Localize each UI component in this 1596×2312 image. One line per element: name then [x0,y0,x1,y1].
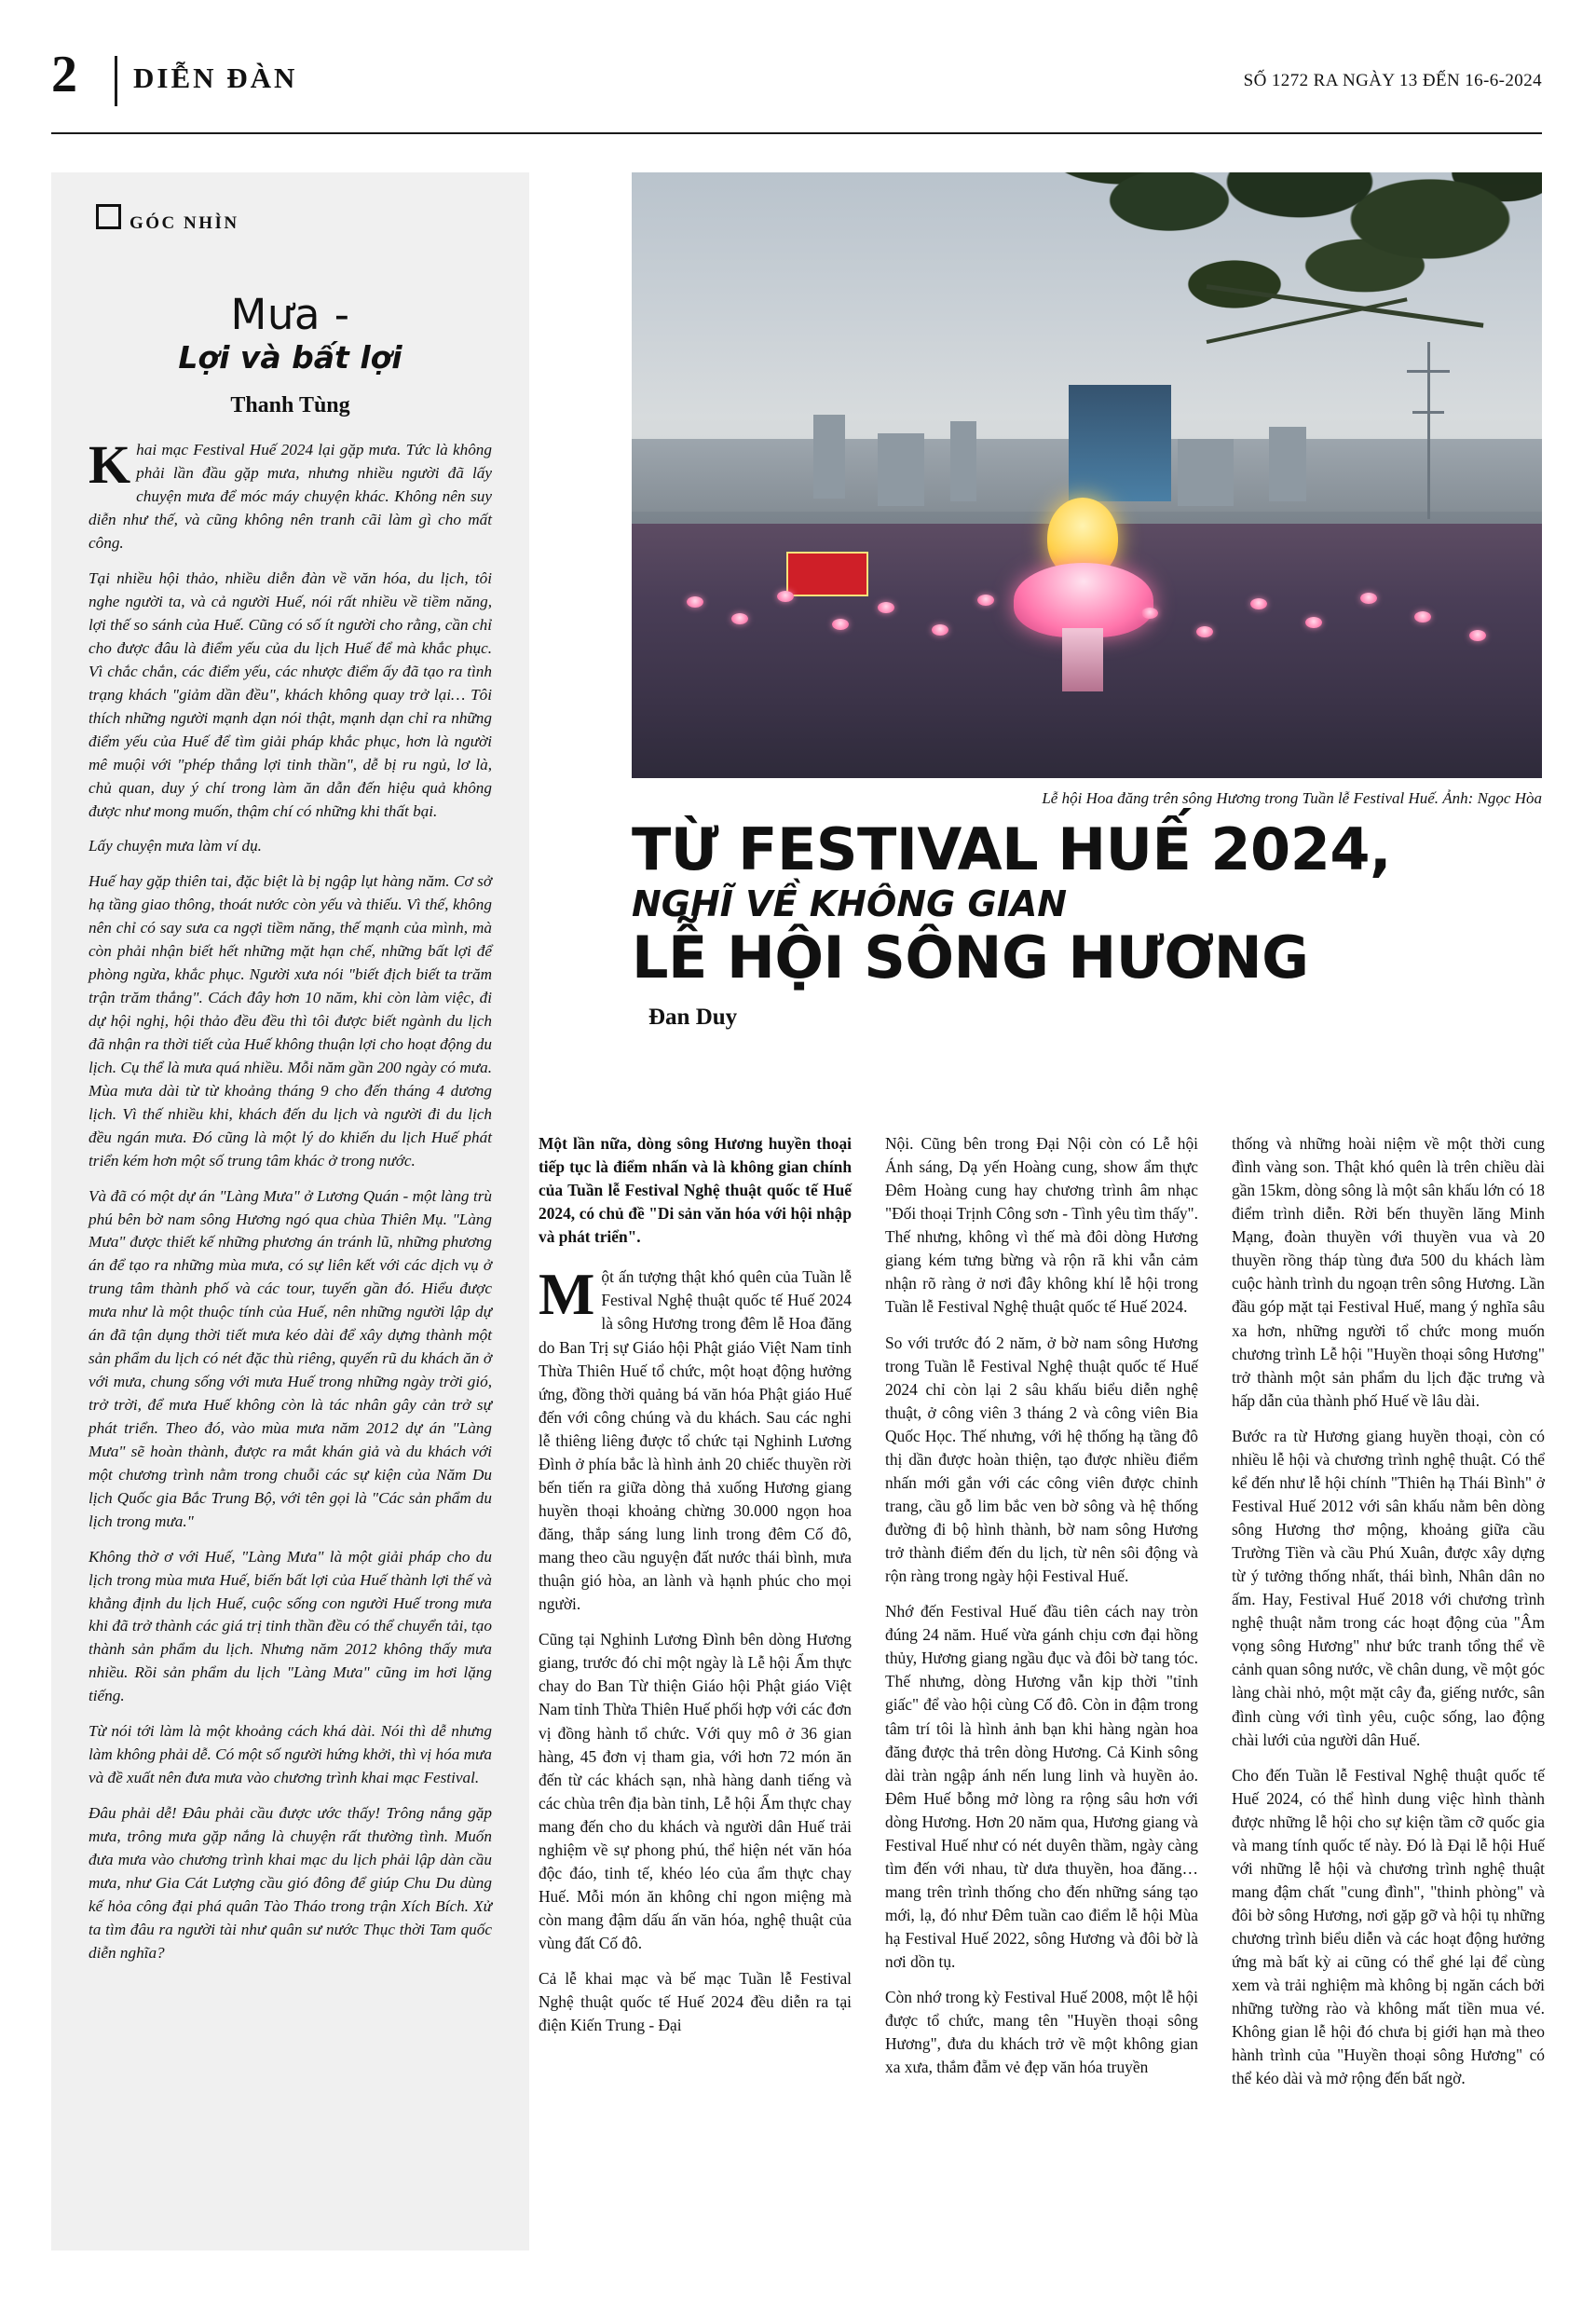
opinion-title: Mưa - [230,290,350,339]
article-body-columns [539,1132,1545,2255]
article-headline-block [632,815,1542,1031]
photo-floating-lantern [977,595,994,606]
goc-nhin-kicker [89,204,492,260]
opinion-paragraph: Từ nói tới làm là một khoảng cách khá dài. Nói thì dễ nhưng làm không phải dễ. Có một số người hứng khởi, thì vị hóa mưa và đề xuất nên đưa mưa vào chương trình khai mạc Festival. [89,1722,492,1787]
photo-floating-lantern [1196,626,1213,637]
article-paragraph: Cả lễ khai mạc và bế mạc Tuần lễ Festival Nghệ thuật quốc tế Huế 2024 đều diễn ra tại điện Kiến Trung - Đại [539,1969,852,2035]
photo-floating-lantern [1305,617,1322,628]
article-photo-figure [632,172,1542,807]
opinion-subtitle: Lợi và bất lợi [178,338,402,376]
article-paragraph: Còn nhớ trong kỳ Festival Huế 2008, một lễ hội được tổ chức, mang tên "Huyền thoại sông Hương", đưa du khách trở về một không gian xa xưa, thắm đẵm vẻ đẹp văn hóa truyền [885,1988,1198,2077]
article-paragraph-text: ột ấn tượng thật khó quên của Tuần lễ Festival Nghệ thuật quốc tế Huế 2024 là sông Hương trong đêm lễ Hoa đăng do Ban Trị sự Giáo hội Phật giáo Việt Nam tỉnh Thừa Thiên Huế tổ chức, một hoạt động hưởng ứng, đồng thời quảng bá văn hóa Phật giáo Huế đến với công chúng và du khách. Sau các nghi lễ thiêng liêng được tổ chức tại Nghinh Lương Đình ở phía bắc là hình ảnh 20 chiếc thuyền rời bến tiến ra giữa dòng thả xuống Hương giang huyền thoại khoảng chừng 30.000 ngọn hoa đăng, thắp sáng lung linh trong đêm Cố đô, mang theo cầu nguyện đất nước thái bình, mưa thuận gió hòa, an lành và hạnh phúc cho mọi người. [539,1267,852,1614]
photo-floating-lantern [1360,593,1377,604]
opinion-paragraph: Đâu phải dễ! Đâu phải cầu được ước thấy! Trông nắng gặp mưa, trông mưa gặp nắng là chuyện rất thường tình. Muốn đưa mưa vào chương trình khai mạc du lịch phải lập dàn cầu mưa, như Gia Cát Lượng cầu gió đông để giúp Chu Du dùng kế hỏa công đại phá quân Tào Tháo trong trận Xích Bích. Xử ta tìm đâu ra người tài như quân sư nước Thục thời Tam quốc diễn nghĩa? [89,1804,492,1962]
article-paragraph: Cũng tại Nghinh Lương Đình bên dòng Hương giang, trước đó chỉ một ngày là Lễ hội Ẩm thực chay do Ban Từ thiện Giáo hội Phật giáo Việt Nam tỉnh Thừa Thiên Huế phối hợp với các đơn vị đồng hành tổ chức. Với quy mô ở 36 gian hàng, 45 đơn vị tham gia, với hơn 72 món ăn đến từ các khách sạn, nhà hàng danh tiếng và các chùa trên địa bàn tỉnh, Lễ hội Ẩm thực chay mang đến cho du khách và người dân Huế trải nghiệm về sự phong phú, thể hiện nét văn hóa độc đáo, tinh tế, khéo léo của ẩm thực chay Huế. Mỗi món ăn không chỉ ngon miệng mà còn mang đậm dấu ấn văn hóa, nghệ thuật của vùng đất Cố đô. [539,1630,852,1953]
opinion-paragraph-text: hai mạc Festival Huế 2024 lại gặp mưa. Tức là không phải lần đầu gặp mưa, nhưng nhiều người đã lấy chuyện mưa để móc máy chuyện khác. Không nên suy diễn như thế, và cũng không nên tranh cãi làm gì cho mất công. [89,441,492,553]
article-paragraph: Nội. Cũng bên trong Đại Nội còn có Lễ hội Ánh sáng, Dạ yến Hoàng cung, show ẩm thực Đêm Hoàng cung hay chương trình âm nhạc "Đối thoại Trịnh Công sơn - Tình yêu tìm thấy". Thế nhưng, không vì thế mà đôi dòng Hương giang kém tưng bừng và rộn rã khi vẫn cảm nhận rõ ràng ở nơi đây không khí lễ hội trong Tuần lễ Festival Nghệ thuật quốc tế Huế 2024. [885,1134,1198,1317]
photo-floating-lantern [878,602,894,613]
photo-building [1269,427,1306,501]
photo-floating-lantern [932,624,948,636]
photo-floating-lantern [1469,630,1486,641]
opinion-column [51,172,529,2250]
article-paragraph: thống và những hoài niệm về một thời cung đình vàng son. Thật khó quên là trên chiều dài gần 15km, dòng sông là một sân khấu lớn có 18 điểm trình diễn. Rời bến thuyền lăng Minh Mạng, đoàn thuyền với thuyền vua và 20 thuyền rồng tháp tùng đưa 500 du khách làm cuộc hành trình du ngoạn trên sông Hương. Lần đầu góp mặt tại Festival Huế, mang ý nghĩa sâu xa hơn, những người tổ chức mong muốn chương trình Lễ hội "Huyền thoại sông Hương" trở thành một sản phẩm du lịch đặc trưng và hấp dẫn của thành phố Huế về lâu dài. [1232,1134,1545,1410]
headline-line-2: NGHĨ VỀ KHÔNG GIAN [632,883,1068,925]
article-paragraph: So với trước đó 2 năm, ở bờ nam sông Hương trong Tuần lễ Festival Nghệ thuật quốc tế Huế 2024 chỉ còn lại 2 sâu khấu biểu diễn nghệ thuật, ở công viên 3 tháng 2 và công viên Bia Quốc Học. Thế nhưng, với hệ thống hạ tầng đô thị dần được hoàn thiện, tạo được nhiều điểm nhấn mới gắn với các công viên được chỉnh trang, cầu gỗ lim bắc ven bờ sông và hệ thống đường đi bộ hình thành, bờ nam sông Hương trở thành điểm đến du lịch, từ nên sôi động và rộn ràng trong ngày hội Festival Huế. [885,1333,1198,1586]
photo-floating-lantern [1141,608,1158,619]
opinion-paragraph [89,434,492,555]
masthead [51,46,1542,121]
article-lede: Một lần nữa, dòng sông Hương huyền thoại tiếp tục là điểm nhấn và là không gian chính của Tuần lễ Festival Nghệ thuật quốc tế Huế 2024, có chủ đề "Di sản văn hóa với hội nhập và phát triển". [539,1134,852,1247]
photo-floating-lantern [731,613,748,624]
article-paragraph: Bước ra từ Hương giang huyền thoại, còn có nhiều lễ hội và chương trình nghệ thuật. Có thể kể đến như lễ hội chính "Thiên hạ Thái Bình" ở Festival Huế 2012 với sân khấu nằm bên dòng sông Hương thơ mộng, khoảng giữa cầu Trường Tiền và cầu Phú Xuân, được xây dựng từ ý tưởng thống nhất, thái bình, Nhân dân no ấm. Hay, Festival Huế 2018 với chương trình nghệ thuật nằm trong các hoạt động của "Âm vọng sông Hương" như bức tranh tổng thể về cảnh quan sông nước, về chân dung, về một góc làng chài nhỏ, một mặt cây đa, giếng nước, sân đình cùng với tình yêu, cuộc sống, lao động chài lưới của người dân Huế. [1232,1426,1545,1749]
opinion-paragraph: Và đã có một dự án "Làng Mưa" ở Lương Quán - một làng trù phú bên bờ nam sông Hương ngó qua chùa Thiên Mụ. "Làng Mưa" được thiết kế những phương án tránh lũ, những phương án để tạo ra những mùa mưa, có sự liên kết với các dịch vụ ở trung tâm thành phố và các tour, tuyến gần đó. Hiểu được mưa như là một thuộc tính của Huế, nên những người lập dự án đã tận dụng thời tiết mưa kéo dài để xây dựng thành một sản phẩm du lịch có nét đặc thù riêng, quyến rũ du khách ăn ở với mưa, chung sống với mưa Huế trong những ngày trời gió, trở trời, để mưa Huế không còn là tác nhân gây cản trở sự phát triển. Theo đó, vào mùa mưa năm 2012 dự án "Làng Mưa" sẽ hoàn thành, được ra mắt khán giả và du khách với một chương trình nằm trong chuỗi các sự kiện của Năm Du lịch Quốc gia Bắc Trung Bộ, với tên gọi là "Các sản phẩm du lịch trong mưa." [89,1186,492,1530]
opinion-paragraph: Không thờ ơ với Huế, "Làng Mưa" là một giải pháp cho du lịch trong mùa mưa Huế, biến bất lợi của Huế thành lợi thế và khẳng định du lịch Huế, cuộc sống con người Huế trong mưa khi đã trở thành các giá trị tinh thần đều có thể chuyển tải, tạo thành sản phẩm du lịch. Nhưng năm 2012 không thấy mưa nhiều. Rồi sản phẩm du lịch "Làng Mưa" cũng im hơi lặng tiếng. [89,1547,492,1705]
issue-info: SỐ 1272 RA NGÀY 13 ĐẾN 16-6-2024 [1243,71,1542,90]
photo-floating-lantern [777,591,794,602]
photo-building [1178,439,1234,506]
opinion-paragraph: Huế hay gặp thiên tai, đặc biệt là bị ngập lụt hàng năm. Cơ sở hạ tầng giao thông, thoát nước còn yếu và thiếu. Vì thế, không nên chỉ có say sưa ca ngợi tiềm năng, thế mạnh của mình, mà còn phải nhận biết hết những mặt hạn chế, những bất lợi để phòng ngừa, khắc phục. Người xưa nói "biết địch biết ta trăm trận trăm thắng". Cách đây hơn 10 năm, khi còn làm việc, đi dự hội nghị, hội thảo đều đều thì tôi được biết ngành du lịch đã nhận ra thời tiết của Huế không thuận lợi cho hoạt động du lịch. Cụ thể là mưa quá nhiều. Mỗi năm gần 200 ngày có mưa. Mùa mưa dài từ từ khoảng tháng 9 cho đến tháng 4 dương lịch. Vì thế nhiều khi, khách đến du lịch và người đi du lịch đều ngán mưa. Đó cũng là một lý do khiến du lịch Huế phát triển kém hơn một số trung tâm khác ở trong nước. [89,872,492,1170]
photo-floating-lantern [687,596,703,608]
opinion-paragraph: Lấy chuyện mưa làm ví dụ. [89,837,262,855]
section-name: DIỄN ĐÀN [133,62,298,94]
photo-building [813,415,845,499]
article-paragraph: Cho đến Tuần lễ Festival Nghệ thuật quốc tế Huế 2024, có thể hình dung việc hình thành được những lễ hội cho sự kiện tầm cỡ quốc gia và mang tính quốc tế này. Đó là Đại lễ hội Huế với những lễ hội và chương trình nghệ thuật mang đậm chất "cung đình", "thinh phòng" và đôi bờ sông Hương, nơi gặp gỡ và hội tụ những chương trình biểu diễn và các hoạt động hưởng ứng mà bất kỳ ai cũng có thể ghé lại để cùng xem và trải nghiệm mà không bị ngăn cách bởi những tường rào và không mất tiền mua vé. Không gian lễ hội đó chưa bị giới hạn mà theo hành trình của "Huyền thoại sông Hương" có thể kéo dài và mở rộng đến bất ngờ. [1232,1765,1545,2088]
headline-line-3: LỄ HỘI SÔNG HƯƠNG [632,923,1309,992]
article-paragraph [539,1261,852,1616]
photo-floating-lantern [832,619,849,630]
photo-floating-lantern [1414,611,1431,622]
article-dropcap: M [539,1261,595,1328]
opinion-paragraph: Tại nhiều hội thảo, nhiều diễn đàn về văn hóa, du lịch, tôi nghe người ta, và cả người Huế, nói rất nhiều về tiềm năng, lợi thế so sánh của Huế. Cũng có số ít người cho rằng, cần chỉ cho được đâu là điểm yếu của du lịch Huế để mà khắc phục. Vì chắc chắn, các điểm yếu, các nhược điểm ấy đã tạo ra tình trạng khách "giảm dần đều", khách không quay trở lại… Tôi thích những người mạnh dạn nói thật, mạnh dạn chỉ ra những điểm yếu của Huế để tìm giải pháp khắc phục, hơn là người mê muội với "phép thắng lợi tinh thần", dễ bị ru ngủ, lơ là, chủ quan, duy ý chí trong làm ăn dẫn đến hiệu quả không được như mong muốn, thậm chí có những khi thất bại. [89,569,492,820]
photo-building [878,433,924,506]
masthead-divider [115,56,117,106]
article-column-3 [1232,1132,1545,2255]
photo-floating-lantern [1250,598,1267,609]
masthead-rule [51,132,1542,134]
square-outline-icon [96,204,121,229]
photo-building [950,421,976,501]
opinion-author: Thanh Tùng [230,393,350,418]
festival-photo [632,172,1542,778]
page-number: 2 [51,46,77,103]
article-byline: Đan Duy [648,1005,738,1031]
opinion-dropcap: K [89,434,131,496]
article-paragraph: Nhớ đến Festival Huế đầu tiên cách nay tròn đúng 24 năm. Huế vừa gánh chịu cơn đại hồng thủy, Hương giang ngầu đục và đôi bờ tang tóc. Thế nhưng, dòng Hương vẫn kịp thời "tỉnh giấc" để vào hội cùng Cố đô. Còn in đậm trong tâm trí tôi là hình ảnh bạn khi hàng ngàn hoa đăng được thả trên dòng Hương. Cả Kinh sông dài tràn ngập ánh nến lung linh và huyền ảo. Đêm Huế bỗng mở lòng ra rộng sâu hơn với dòng Hương. Hơn 20 năm qua, Hương giang và Festival Huế như có nét duyên thầm, ngày càng tìm đến với nhau, từ dưa thuyền, hoa đăng… mang trên trình thống cho đến những sáng tạo mới, lạ, đó như Đêm tuần cao điểm lễ hội Mùa hạ Festival Huế 2022, sông Hương và đôi bờ là nơi dồn tụ. [885,1602,1198,1972]
headline-line-1: TỪ FESTIVAL HUẾ 2024, [632,815,1392,883]
photo-lantern-row [632,589,1542,645]
goc-nhin-label: GÓC NHÌN [130,213,239,233]
photo-caption: Lễ hội Hoa đăng trên sông Hương trong Tuần lễ Festival Huế. Ảnh: Ngọc Hòa [1042,789,1542,807]
article-column-1 [539,1132,852,2255]
opinion-body [89,434,492,1964]
article-column-2 [885,1132,1198,2255]
